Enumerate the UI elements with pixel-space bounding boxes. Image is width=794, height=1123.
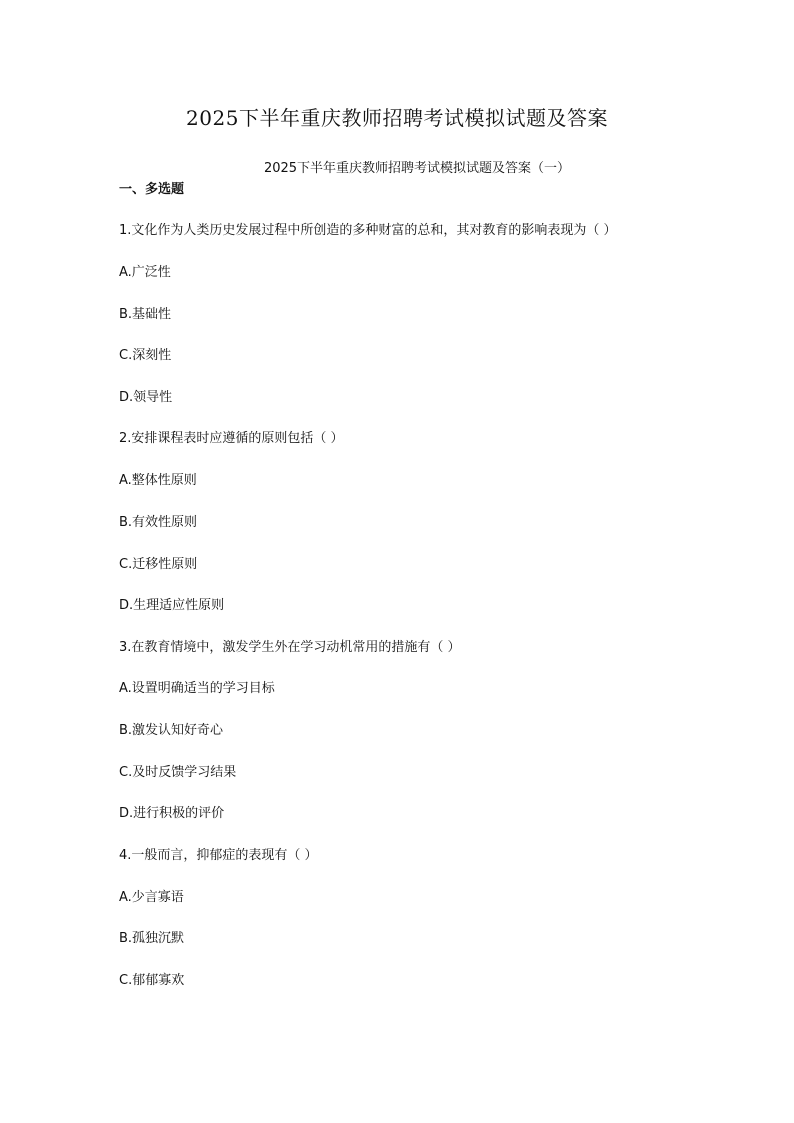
question-3-option-d: D.进行积极的评价 <box>119 806 225 821</box>
question-4-option-a: A.少言寡语 <box>119 890 184 905</box>
question-2-option-d: D.生理适应性原则 <box>119 598 225 613</box>
question-1-option-b: B.基础性 <box>119 307 172 322</box>
question-4-option-c: C.郁郁寡欢 <box>119 973 185 988</box>
question-3-option-b: B.激发认知好奇心 <box>119 723 224 738</box>
question-2-option-c: C.迁移性原则 <box>119 557 198 572</box>
question-1-option-c: C.深刻性 <box>119 348 172 363</box>
section-heading: 一、多选题 <box>119 182 185 197</box>
document-subtitle: 2025下半年重庆教师招聘考试模拟试题及答案（一） <box>263 161 571 176</box>
question-1-option-d: D.领导性 <box>119 390 173 405</box>
question-4-stem: 4.一般而言，抑郁症的表现有（ ） <box>119 848 318 863</box>
document-title: 2025下半年重庆教师招聘考试模拟试题及答案 <box>186 106 608 130</box>
question-2-option-b: B.有效性原则 <box>119 515 198 530</box>
question-3-option-a: A.设置明确适当的学习目标 <box>119 681 275 696</box>
question-3-stem: 3.在教育情境中，激发学生外在学习动机常用的措施有（ ） <box>119 640 461 655</box>
question-2-option-a: A.整体性原则 <box>119 473 197 488</box>
question-4-option-b: B.孤独沉默 <box>119 931 185 946</box>
question-1-option-a: A.广泛性 <box>119 265 171 280</box>
question-2-stem: 2.安排课程表时应遵循的原则包括（ ） <box>119 431 344 446</box>
question-3-option-c: C.及时反馈学习结果 <box>119 765 237 780</box>
question-1-stem: 1.文化作为人类历史发展过程中所创造的多种财富的总和，其对教育的影响表现为（ ） <box>119 223 617 238</box>
